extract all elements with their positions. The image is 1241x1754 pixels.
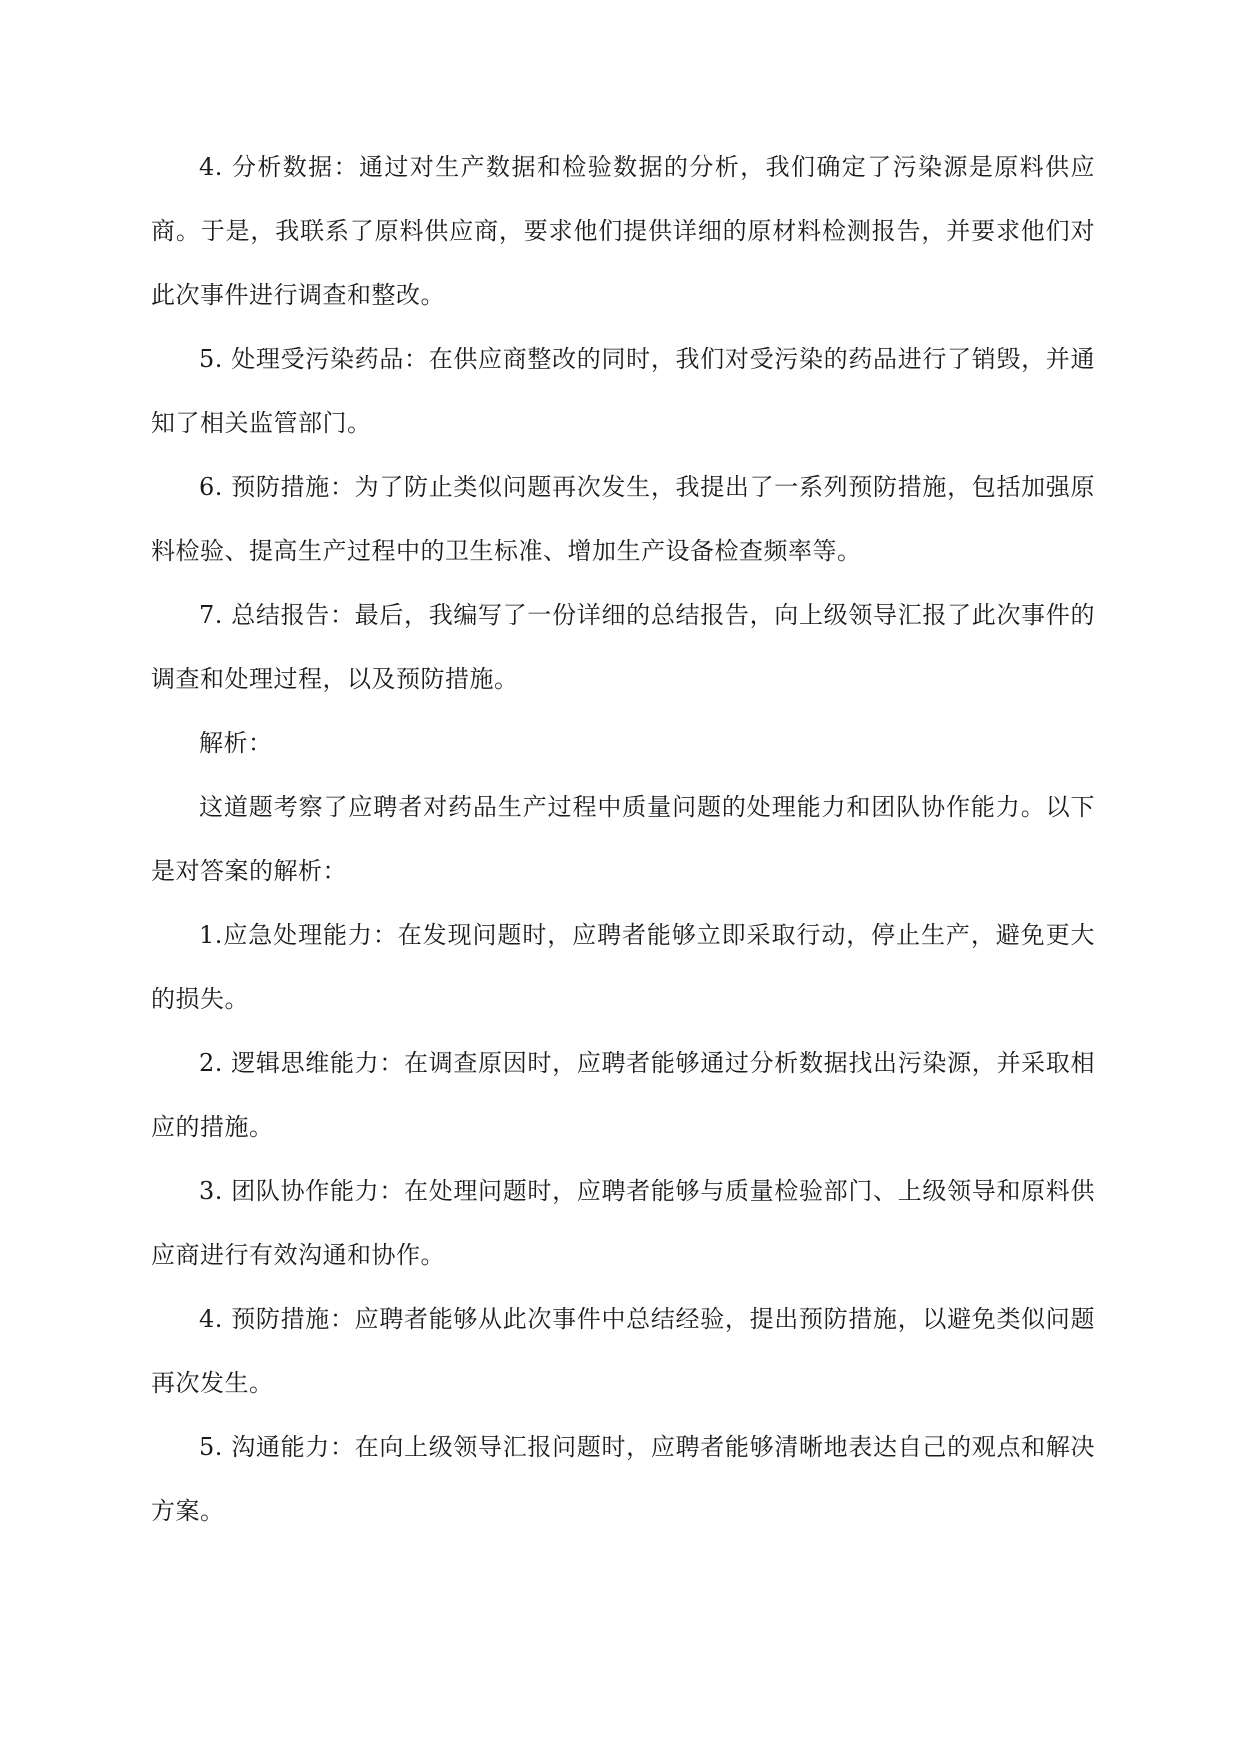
paragraph-step-6-preventive-measures: 6. 预防措施：为了防止类似问题再次发生，我提出了一系列预防措施，包括加强原料检验、提高生产过程中的卫生标准、增加生产设备检查频率等。 bbox=[151, 473, 1095, 565]
paragraph-step-7-summary-report: 7. 总结报告：最后，我编写了一份详细的总结报告，向上级领导汇报了此次事件的调查和处理过程，以及预防措施。 bbox=[151, 601, 1095, 693]
analysis-heading: 解析： bbox=[199, 729, 273, 757]
paragraph-step-5-handle-contaminated-drugs: 5. 处理受污染药品：在供应商整改的同时，我们对受污染的药品进行了销毁，并通知了相关监管部门。 bbox=[151, 345, 1095, 437]
paragraph-step-4-analyze-data: 4. 分析数据：通过对生产数据和检验数据的分析，我们确定了污染源是原料供应商。于是，我联系了原料供应商，要求他们提供详细的原材料检测报告，并要求他们对此次事件进行调查和整改。 bbox=[151, 153, 1095, 309]
analysis-item-4-prevention: 4. 预防措施：应聘者能够从此次事件中总结经验，提出预防措施，以避免类似问题再次发生。 bbox=[151, 1305, 1095, 1397]
analysis-item-5-communication: 5. 沟通能力：在向上级领导汇报问题时，应聘者能够清晰地表达自己的观点和解决方案。 bbox=[151, 1433, 1095, 1525]
analysis-item-3-teamwork: 3. 团队协作能力：在处理问题时，应聘者能够与质量检验部门、上级领导和原料供应商进行有效沟通和协作。 bbox=[151, 1177, 1095, 1269]
document-page bbox=[151, 135, 1095, 1543]
analysis-item-2-logic: 2. 逻辑思维能力：在调查原因时，应聘者能够通过分析数据找出污染源，并采取相应的措施。 bbox=[151, 1049, 1095, 1141]
analysis-item-1-emergency: 1.应急处理能力：在发现问题时，应聘者能够立即采取行动，停止生产，避免更大的损失。 bbox=[151, 921, 1095, 1013]
analysis-intro: 这道题考察了应聘者对药品生产过程中质量问题的处理能力和团队协作能力。以下是对答案的解析： bbox=[151, 793, 1095, 885]
